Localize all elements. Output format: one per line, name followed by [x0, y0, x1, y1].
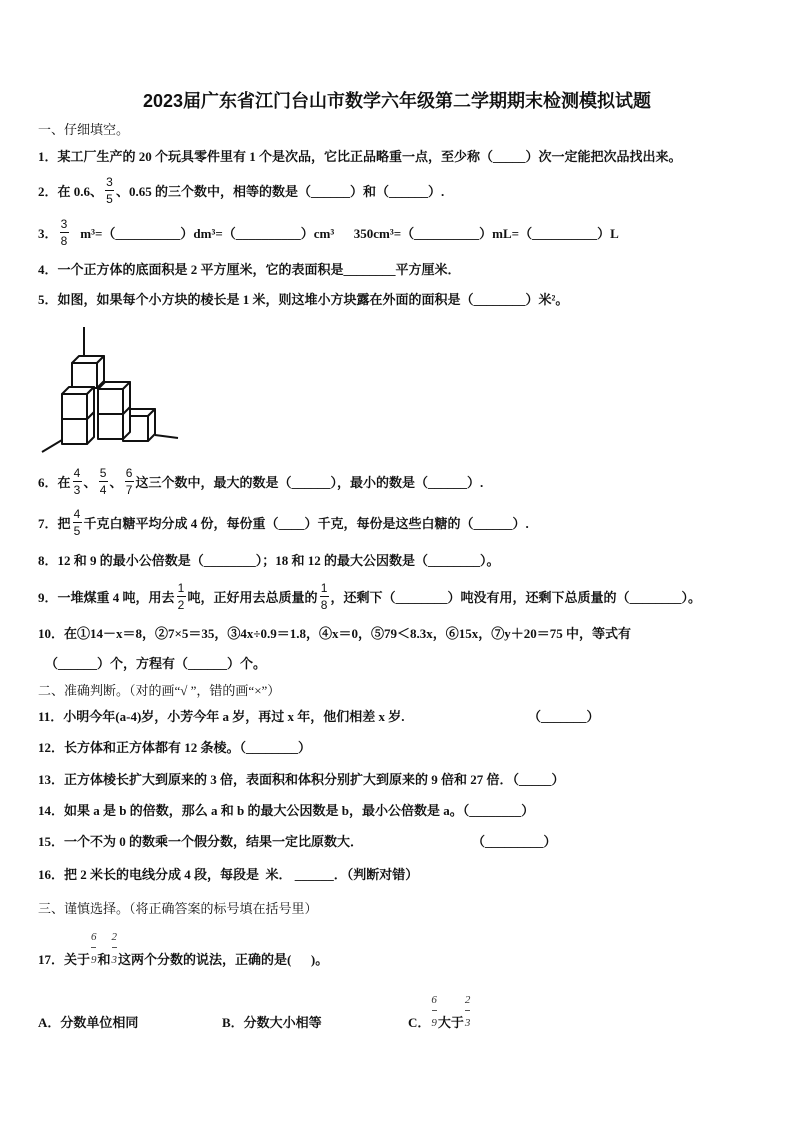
text-segment: 12．长方体和正方体都有 12 条棱。（________）	[38, 739, 312, 755]
text-segment: 6．在	[38, 474, 71, 490]
option-b[interactable]	[222, 1004, 322, 1038]
numerator: 6	[125, 465, 133, 480]
question-q2	[38, 173, 444, 207]
text-segment: 14．如果 a 是 b 的倍数，那么 a 和 b 的最大公因数是 b，最小公倍数是 a。（________）	[38, 802, 535, 818]
question-q7	[38, 505, 529, 539]
numerator: 1	[177, 580, 185, 595]
text-segment: 16．把 2 米长的电线分成 4 段，每段是 米． ______．（判断对错）	[38, 866, 419, 882]
text-segment: 这两个分数的说法，正确的是( )。	[118, 951, 329, 967]
fraction	[99, 466, 108, 497]
question-q11	[38, 698, 405, 732]
numerator: 2	[464, 993, 471, 1006]
denominator: 3	[73, 482, 81, 497]
question-q14	[38, 792, 534, 826]
text-segment: 5．如图，如果每个小方块的棱长是 1 米，则这堆小方块露在外面的面积是（________）米²。	[38, 291, 569, 307]
numerator: 3	[60, 216, 68, 231]
fraction-bar	[73, 481, 82, 482]
question-q9	[38, 579, 701, 613]
question-q4	[38, 251, 461, 285]
text-segment: 、	[83, 474, 97, 490]
cube-side-face	[87, 387, 94, 419]
text-segment: 11．小明今年(a-4)岁，小芳今年 a 岁，再过 x 年，他们相差 x 岁.	[38, 708, 405, 724]
fraction	[105, 175, 114, 206]
text-segment: C．	[408, 1014, 431, 1030]
axis-line	[155, 435, 178, 438]
fraction-bar	[177, 596, 186, 597]
text-segment: 和	[97, 951, 111, 967]
answer-blank[interactable]: （_______）	[528, 708, 600, 724]
question-q15	[38, 823, 363, 857]
fraction	[177, 581, 186, 612]
text-segment: 大于	[437, 1014, 464, 1030]
text-segment: 2．在 0.6、	[38, 183, 104, 199]
text-segment: 吨，正好用去总质量的	[187, 589, 318, 605]
text-segment: m³=（__________）dm³=（__________）cm³ 350cm³=（__________）mL=（__________）L	[70, 225, 619, 241]
cube-side-face	[123, 382, 130, 414]
text-segment: （______）个，方程有（______）个。	[45, 655, 267, 671]
fraction-bar	[73, 522, 82, 523]
fraction-bar	[465, 1010, 470, 1011]
section-3-heading	[38, 890, 318, 924]
fraction	[125, 466, 134, 497]
fraction-bar	[105, 190, 114, 191]
text-segment: 15．一个不为 0 的数乘一个假分数，结果一定比原数大．	[38, 833, 364, 849]
text-segment: ，还剩下（________）吨没有用，还剩下总质量的（________）。	[330, 589, 702, 605]
text-segment: 、0.65 的三个数中，相等的数是（______）和（______）.	[116, 183, 445, 199]
option-a[interactable]	[38, 1004, 138, 1038]
text-segment: 三、谨慎选择。（将正确答案的标号填在括号里）	[38, 900, 318, 916]
fraction	[465, 994, 471, 1029]
question-q3	[38, 215, 619, 249]
text-segment: 13．正方体棱长扩大到原来的 3 倍，表面积和体积分别扩大到原来的 9 倍和 27 倍．（_____）	[38, 771, 565, 787]
option-c[interactable]	[408, 993, 471, 1038]
denominator: 8	[320, 597, 328, 612]
text-segment: A．分数单位相同	[38, 1014, 139, 1030]
text-segment: 17．关于	[38, 951, 91, 967]
denominator: 9	[431, 1016, 437, 1029]
fraction	[91, 931, 97, 966]
text-segment: 7．把	[38, 515, 71, 531]
fraction	[320, 581, 329, 612]
question-q8	[38, 542, 500, 576]
denominator: 3	[111, 953, 118, 966]
text-segment: 3．	[38, 225, 58, 241]
text-segment: 二、准确判断。（对的画“√ ”，错的画“×”）	[38, 682, 281, 698]
denominator: 7	[125, 482, 133, 497]
text-segment: 9．一堆煤重 4 吨，用去	[38, 589, 175, 605]
fraction	[60, 217, 69, 248]
fraction	[431, 994, 437, 1029]
fraction-bar	[125, 481, 134, 482]
fraction	[112, 931, 118, 966]
text-segment: 一、仔细填空。	[38, 121, 130, 137]
question-q16	[38, 856, 418, 890]
denominator: 5	[106, 191, 113, 206]
question-q13	[38, 761, 565, 795]
axis-line	[42, 440, 62, 452]
question-q12	[38, 729, 311, 763]
question-q5	[38, 281, 568, 315]
text-segment: 1．某工厂生产的 20 个玩具零件里有 1 个是次品，它比正品略重一点，至少称（_____）次一定能把次品找出来。	[38, 148, 682, 164]
text-segment: 10．在①14－x＝8，②7×5＝35，③4x÷0.9＝1.8，④x＝0，⑤79＜8.3x，⑥15x，⑦y＋20＝75 中，等式有	[38, 625, 632, 641]
text-segment: 、	[109, 474, 123, 490]
numerator: 4	[73, 506, 81, 521]
denominator: 2	[177, 597, 185, 612]
cube-side-face	[148, 409, 155, 441]
cube-front-face	[62, 419, 87, 444]
fraction-bar	[60, 232, 69, 233]
text-segment: 千克白糖平均分成 4 份，每份重（____）千克，每份是这些白糖的（______）.	[83, 515, 529, 531]
numerator: 5	[99, 465, 107, 480]
numerator: 1	[320, 580, 328, 595]
numerator: 6	[91, 930, 97, 943]
denominator: 5	[73, 523, 81, 538]
question-q1	[38, 138, 682, 172]
numerator: 2	[111, 930, 118, 943]
question-q17	[38, 930, 329, 975]
stacked-cubes-figure	[35, 320, 185, 455]
cube-front-face	[98, 389, 123, 414]
denominator: 9	[91, 953, 97, 966]
cube-front-face	[72, 363, 97, 388]
page-title: 2023届广东省江门台山市数学六年级第二学期期末检测模拟试题	[142, 91, 652, 111]
text-segment: B．分数大小相等	[222, 1014, 322, 1030]
fraction-bar	[432, 1010, 437, 1011]
denominator: 4	[99, 482, 107, 497]
text-segment: 4．一个正方体的底面积是 2 平方厘米，它的表面积是________平方厘米．	[38, 261, 461, 277]
cube-front-face	[98, 414, 123, 439]
fraction-bar	[99, 481, 108, 482]
fraction	[73, 507, 82, 538]
cube-front-face	[62, 394, 87, 419]
question-q10	[38, 615, 631, 649]
answer-blank[interactable]: （_________）	[472, 833, 557, 849]
fraction-bar	[112, 947, 117, 948]
question-q6	[38, 464, 483, 498]
numerator: 6	[431, 993, 437, 1006]
denominator: 8	[60, 233, 68, 248]
text-segment: 8．12 和 9 的最小公倍数是（________）；18 和 12 的最大公因数是（________）。	[38, 552, 500, 568]
fraction-bar	[320, 596, 329, 597]
text-segment: 这三个数中，最大的数是（______），最小的数是（______）.	[135, 474, 484, 490]
denominator: 3	[464, 1016, 471, 1029]
fraction-bar	[91, 947, 96, 948]
numerator: 3	[106, 174, 113, 189]
fraction	[73, 466, 82, 497]
numerator: 4	[73, 465, 81, 480]
